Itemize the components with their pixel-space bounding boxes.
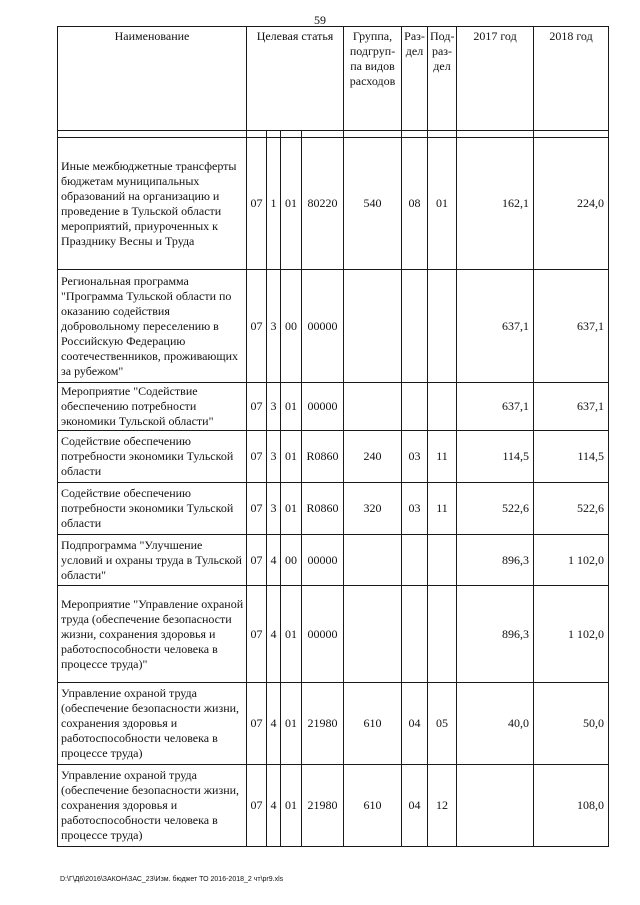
row-group [344, 383, 402, 431]
row-measure-code: 01 [281, 483, 302, 535]
row-direction-code: R0860 [302, 483, 344, 535]
row-program-code: 07 [247, 535, 267, 586]
row-2018: 108,0 [534, 765, 609, 847]
row-group: 320 [344, 483, 402, 535]
row-group [344, 535, 402, 586]
row-measure-code: 01 [281, 765, 302, 847]
table-row [58, 765, 609, 847]
row-group: 610 [344, 683, 402, 765]
row-subsection: 12 [428, 765, 457, 847]
table-row [58, 383, 609, 431]
row-name: Мероприятие "Содействие обеспечению потребности экономики Тульской области" [58, 383, 247, 431]
row-name: Мероприятие "Управление охраной труда (обеспечение безопасности жизни, сохранения здоровья и работоспособности человека в процессе труда)" [58, 586, 247, 683]
header-target: Целевая статья [247, 27, 344, 131]
table-row [58, 683, 609, 765]
row-2018: 522,6 [534, 483, 609, 535]
row-group: 240 [344, 431, 402, 483]
row-group: 610 [344, 765, 402, 847]
row-2017: 637,1 [457, 383, 534, 431]
row-2018: 637,1 [534, 270, 609, 383]
row-section: 03 [402, 483, 428, 535]
table-row [58, 138, 609, 270]
row-program-code: 07 [247, 138, 267, 270]
row-section [402, 535, 428, 586]
row-subprogram-code: 4 [267, 765, 281, 847]
row-measure-code: 00 [281, 270, 302, 383]
row-2018: 50,0 [534, 683, 609, 765]
row-program-code: 07 [247, 431, 267, 483]
table-row [58, 535, 609, 586]
table-row [58, 431, 609, 483]
header-section: Раз-дел [402, 27, 428, 131]
row-2018: 1 102,0 [534, 535, 609, 586]
header-2018: 2018 год [534, 27, 609, 131]
row-direction-code: 00000 [302, 586, 344, 683]
row-direction-code: 00000 [302, 270, 344, 383]
row-program-code: 07 [247, 683, 267, 765]
table-row [58, 270, 609, 383]
row-2018: 114,5 [534, 431, 609, 483]
row-direction-code: 80220 [302, 138, 344, 270]
row-section: 08 [402, 138, 428, 270]
row-subprogram-code: 4 [267, 586, 281, 683]
row-program-code: 07 [247, 586, 267, 683]
row-2017 [457, 765, 534, 847]
row-direction-code: R0860 [302, 431, 344, 483]
row-2017: 162,1 [457, 138, 534, 270]
row-2017: 40,0 [457, 683, 534, 765]
row-group: 540 [344, 138, 402, 270]
row-subsection [428, 383, 457, 431]
row-subprogram-code: 3 [267, 431, 281, 483]
budget-table [57, 26, 609, 847]
row-direction-code: 21980 [302, 683, 344, 765]
row-name: Управление охраной труда (обеспечение безопасности жизни, сохранения здоровья и работоспособности человека в процессе труда) [58, 765, 247, 847]
row-name: Содействие обеспечению потребности экономики Тульской области [58, 431, 247, 483]
row-measure-code: 01 [281, 683, 302, 765]
row-subsection: 11 [428, 431, 457, 483]
row-subsection: 11 [428, 483, 457, 535]
table-body [58, 138, 609, 847]
row-direction-code: 21980 [302, 765, 344, 847]
row-section [402, 586, 428, 683]
row-subsection: 01 [428, 138, 457, 270]
row-program-code: 07 [247, 765, 267, 847]
row-measure-code: 01 [281, 138, 302, 270]
row-name: Иные межбюджетные трансферты бюджетам муниципальных образований на организацию и проведение в Тульской области мероприятий, приуроченных к Празднику Весны и Труда [58, 138, 247, 270]
row-subprogram-code: 3 [267, 383, 281, 431]
row-program-code: 07 [247, 270, 267, 383]
row-group [344, 586, 402, 683]
row-2017: 637,1 [457, 270, 534, 383]
row-measure-code: 01 [281, 431, 302, 483]
row-direction-code: 00000 [302, 535, 344, 586]
row-name: Управление охраной труда (обеспечение безопасности жизни, сохранения здоровья и работоспособности человека в процессе труда) [58, 683, 247, 765]
row-group [344, 270, 402, 383]
file-path-footer: D:\Г\Д6\2016\ЗАКОН\ЗАС_23\Изм. бюджет ТО 2016-2018_2 чт\pr9.xls [60, 876, 284, 883]
row-section: 03 [402, 431, 428, 483]
table-row [58, 586, 609, 683]
row-program-code: 07 [247, 483, 267, 535]
row-measure-code: 01 [281, 383, 302, 431]
row-section [402, 270, 428, 383]
header-2017: 2017 год [457, 27, 534, 131]
row-subprogram-code: 3 [267, 270, 281, 383]
table-header [58, 27, 609, 138]
row-2018: 224,0 [534, 138, 609, 270]
row-subsection [428, 586, 457, 683]
page-number: 59 [314, 13, 326, 27]
row-subsection [428, 535, 457, 586]
row-measure-code: 01 [281, 586, 302, 683]
row-section [402, 383, 428, 431]
row-2018: 1 102,0 [534, 586, 609, 683]
row-2018: 637,1 [534, 383, 609, 431]
row-2017: 896,3 [457, 586, 534, 683]
row-name: Подпрограмма "Улучшение условий и охраны труда в Тульской области" [58, 535, 247, 586]
row-subsection [428, 270, 457, 383]
row-section: 04 [402, 683, 428, 765]
row-measure-code: 00 [281, 535, 302, 586]
header-subsection: Под-раз-дел [428, 27, 457, 131]
table-row [58, 483, 609, 535]
row-subprogram-code: 4 [267, 683, 281, 765]
header-group: Группа, подгруп-па видов расходов [344, 27, 402, 131]
row-direction-code: 00000 [302, 383, 344, 431]
row-subsection: 05 [428, 683, 457, 765]
row-2017: 114,5 [457, 431, 534, 483]
row-program-code: 07 [247, 383, 267, 431]
header-name: Наименование [58, 27, 247, 131]
row-name: Региональная программа "Программа Тульской области по оказанию содействия добровольному переселению в Российскую Федерацию соотечественников, проживающих за рубежом" [58, 270, 247, 383]
row-2017: 896,3 [457, 535, 534, 586]
row-name: Содействие обеспечению потребности экономики Тульской области [58, 483, 247, 535]
row-subprogram-code: 3 [267, 483, 281, 535]
row-subprogram-code: 1 [267, 138, 281, 270]
row-subprogram-code: 4 [267, 535, 281, 586]
row-2017: 522,6 [457, 483, 534, 535]
row-section: 04 [402, 765, 428, 847]
